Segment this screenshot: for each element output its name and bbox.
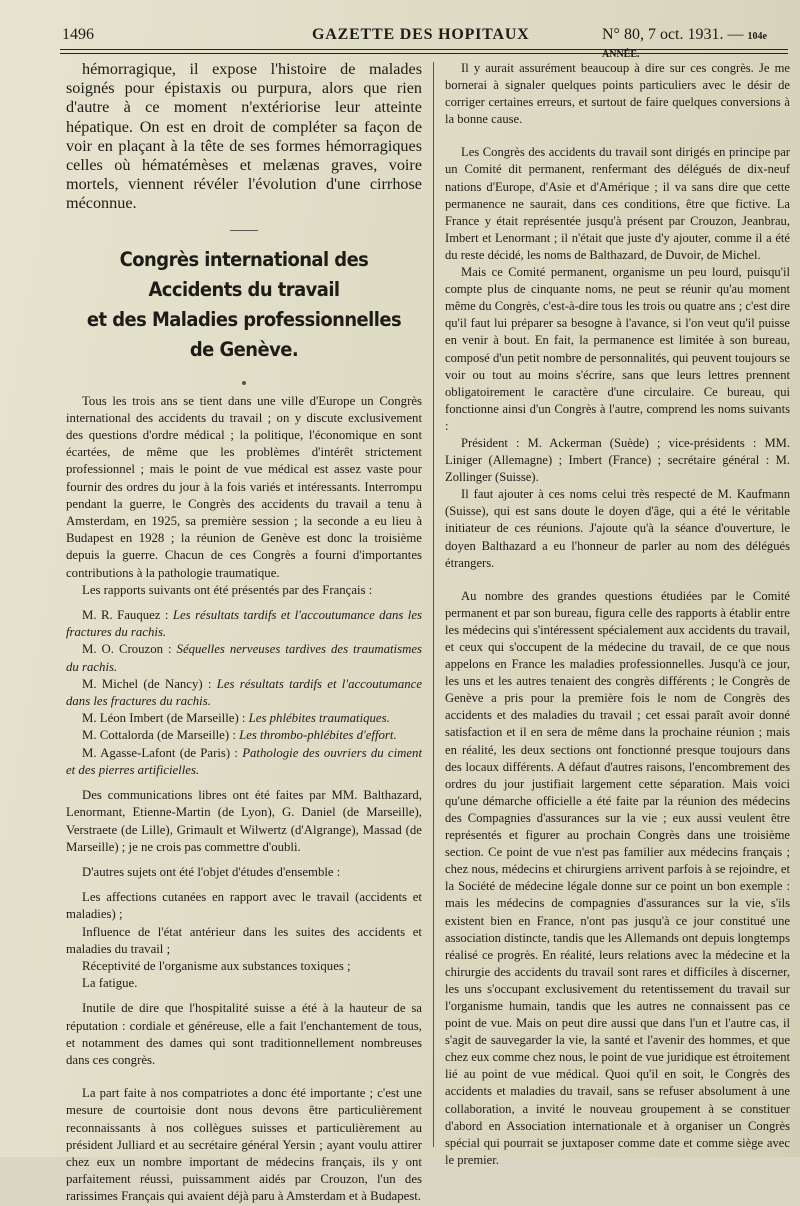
paragraph: Des communications libres ont été faites par MM. Balthazard, Lenormant, Etienne-Martin (de Lyon), G. Daniel (de Marseille), Verstraete (de Lille), Grimault et Wilwertz (d'Algrange), Massad (de Marseille) ; je ne crois pas commettre d'oubli. [66,788,422,854]
paragraph: D'autres sujets ont été l'objet d'études d'ensemble : [82,864,341,879]
paragraph: Les rapports suivants ont été présentés par des Français : [82,582,373,597]
report-item: M. Cottalorda (de Marseille) : Les thrombo-phlébites d'effort. [82,728,397,743]
right-column [445,60,790,1169]
bureau-members: Président : M. Ackerman (Suède) ; vice-présidents : MM. Liniger (Allemagne) ; Imbert (France) ; secrétaire général : M. Zollinger (Suisse). [445,435,790,485]
report-item: M. Léon Imbert (de Marseille) : Les phlébites traumatiques. [82,711,390,726]
lead-paragraph: hémorragique, il expose l'histoire de malades soignés pour épistaxis ou purpura, alors que rien d'autre à ce moment n'extériorise leur atteinte hépatique. On est en droit de compléter sa façon de voir en plaçant à la tête de ses formes hémorragiques celles où hématémèses et melænas graves, voire mortels, viennent révéler l'évolution d'une cirrhose méconnue. [66,60,422,213]
page-header [62,22,786,60]
separator-dot [242,381,246,385]
topic-item: Réceptivité de l'organisme aux substances toxiques ; [82,958,351,973]
section-title-line-1: Congrès international des Accidents du travail [119,247,369,301]
year-label: 104e ANNÉE. [602,31,767,60]
topic-item: Les affections cutanées en rapport avec le travail (accidents et maladies) ; [66,890,422,922]
paragraph: Les Congrès des accidents du travail sont dirigés en principe par un Comité dit permanent, renfermant des délégués de dix-neuf nations d'Europe, d'Asie et d'Amérique ; il va sans dire que cette permanence ne saurait, dans ces conditions, être que fictive. La France y était représentée jusqu'à présent par Crouzon, Jeanbrau, Imbert et Lenormant ; il n'était que juste d'y ajouter, comme il a été du reste décidé, les noms de Balthazard, de Duvoir, de Michel. [445,145,790,262]
page-number: 1496 [62,26,94,43]
paragraph: Il faut ajouter à ces noms celui très respecté de M. Kaufmann (Suisse), qui est sans doute le doyen d'âge, qui a été le véritable initiateur de ces réunions. J'ajoute qu'à la séance d'ouverture, le doyen Balthazard a eu l'honneur de parler au nom des délégués étrangers. [445,487,790,570]
header-rule-thin [60,53,788,54]
paragraph: Inutile de dire que l'hospitalité suisse a été à la hauteur de sa réputation : cordiale et généreuse, elle a fait l'enchantement de tous, et notamment des dames qui sont traditionnellement nombreuses dans ces congrès. [66,1001,422,1067]
left-column [66,60,422,1206]
journal-title: GAZETTE DES HOPITAUX [312,26,530,43]
paragraph: Au nombre des grandes questions étudiées par le Comité permanent et par son bureau, figura celle des rapports à établir entre les médecins qui s'intéressent spécialement aux accidents du travail, et ceux qui s'occupent de la médecine du travail, de ce que nous appelons en France les maladies professionnelles. Jusqu'à ce jour, les uns et les autres tenaient des congrès différents ; le Congrès de Genève a pris pour la première fois le nom de Congrès des accidents et des maladies du travail ; cet essai paraît avoir donné satisfaction et il en sera de même dans la prochaine réunion ; mais en réalité, les deux sections ont fonctionné presque toujours dans des locaux différents. A défaut d'autres raisons, l'encombrement des ordres du jour justifiait largement cette séparation. Mais voici qu'une démarche officielle a été faite par la réunion des médecins des Compagnies d'assurances sur la vie ; eux aussi veulent être représentés et figurer au prochain Congrès dans une troisième section. Ce point de vue n'est pas familier aux médecins français ; chez nous, médecins et chirurgiens arrivent parfois à se rejoindre, et la Société de médecine légale donne sur ce point un bon exemple : mais les médecins de compagnies d'assurances sur la vie, s'ils existent bien en France, n'ont pas jusqu'à ce jour constitué une association distincte, tandis que les Allemands ont depuis longtemps réalisé ce progrès. En réalité, leurs relations avec la médecine et la chirurgie des accidents du travail sont rares et difficiles à discerner, les uns s'occupant exclusivement du retentissement du travail sur l'organisme humain, tandis que les autres ne connaissent pas ce point de vue. Mais on peut dire aussi que dans l'un et l'autre cas, il s'agit de sauvegarder la vie, la santé et l'avenir des hommes, et que chez eux comme chez nous, le point de vue juridique est étroitement lié au point de vue médical. Quoi qu'il en soit, le Congrès des accidents et maladies du travail, sans se refuser absolument à une collaboration, a invité le nouveau groupement à se constituer d'abord en Association internationale et à organiser un Congrès spécial qui pourrait se juxtaposer comme date et comme siège avec le premier. [445,588,790,1167]
report-item: M. Michel (de Nancy) : Les résultats tardifs et l'accoutumance dans les fractures du rachis. [66,676,422,709]
issue-info [602,26,786,62]
header-rule [60,49,788,50]
topic-item: Influence de l'état antérieur dans les suites des accidents et maladies du travail ; [66,924,422,956]
section-title [80,245,408,365]
report-item: M. O. Crouzon : Séquelles nerveuses tardives des traumatismes du rachis. [66,642,422,674]
section-title-line-2: et des Maladies professionnelles de Genève. [86,307,402,361]
paragraph: Mais ce Comité permanent, organisme un peu lourd, puisqu'il compte plus de cinquante noms, ne peut se réunir qu'au moment même du Congrès, c'est-à-dire tous les trois ou quatre ans ; c'est dire qu'il faut lui préparer sa besogne à l'avance, si l'on veut qu'il puisse en venir à bout. En fait, la permanence est limitée à son bureau, composé d'un petit nombre de personnalités, qui peuvent toujours se voir ou tout au moins s'écrire, sans que leurs lettres prennent obligatoirement le caractère d'une circulaire. Ce bureau, qui fonctionne ainsi d'un Congrès à l'autre, comprend les noms suivants : [445,265,790,433]
paragraph: La part faite à nos compatriotes a donc été importante ; c'est une mesure de courtoisie dont nous devons être particulièrement reconnaissants à nos collègues suisses et particulièrement au président Julliard et au secrétaire général Yersin ; ayant voulu attirer chez eux un nombre important de médecins français, ils y ont parfaitement réussi, puissamment aidés par Crouzon, l'un des rarissimes Français qui avaient déjà paru à Amsterdam et à Budapest. [66,1086,422,1204]
paragraph: Il y aurait assurément beaucoup à dire sur ces congrès. Je me bornerai à signaler quelques points particuliers avec le désir de corriger certaines erreurs, et surtout de faire quelques conversions à la bonne cause. [445,61,790,127]
separator [230,230,258,231]
paragraph: Tous les trois ans se tient dans une ville d'Europe un Congrès international des accidents du travail ; on y discute exclusivement des questions d'ordre médical ; la politique, l'économique en sont écartées, de même que les problèmes d'intérêt strictement professionnel ; mais le point de vue médical est assez vaste pour fournir des ordres du jour à la fois variés et intéressants. Interrompu pendant la guerre, le Congrès des accidents du travail a tenu à Amsterdam, en 1925, sa première session ; la seconde a eu lieu à Budapest en 1928 ; la réunion de Genève est donc la troisième depuis la guerre. Chacun de ces Congrès a fourni d'importantes contributions à la pathologie traumatique. [66,393,422,580]
report-item: M. R. Fauquez : Les résultats tardifs et l'accoutumance dans les fractures du rachis. [66,608,422,640]
issue-date: N° 80, 7 oct. 1931. — [602,26,744,43]
column-divider [433,62,434,1147]
topic-item: La fatigue. [82,976,138,991]
report-item: M. Agasse-Lafont (de Paris) : Pathologie des ouvriers du ciment et des pierres artificielles. [66,745,422,777]
